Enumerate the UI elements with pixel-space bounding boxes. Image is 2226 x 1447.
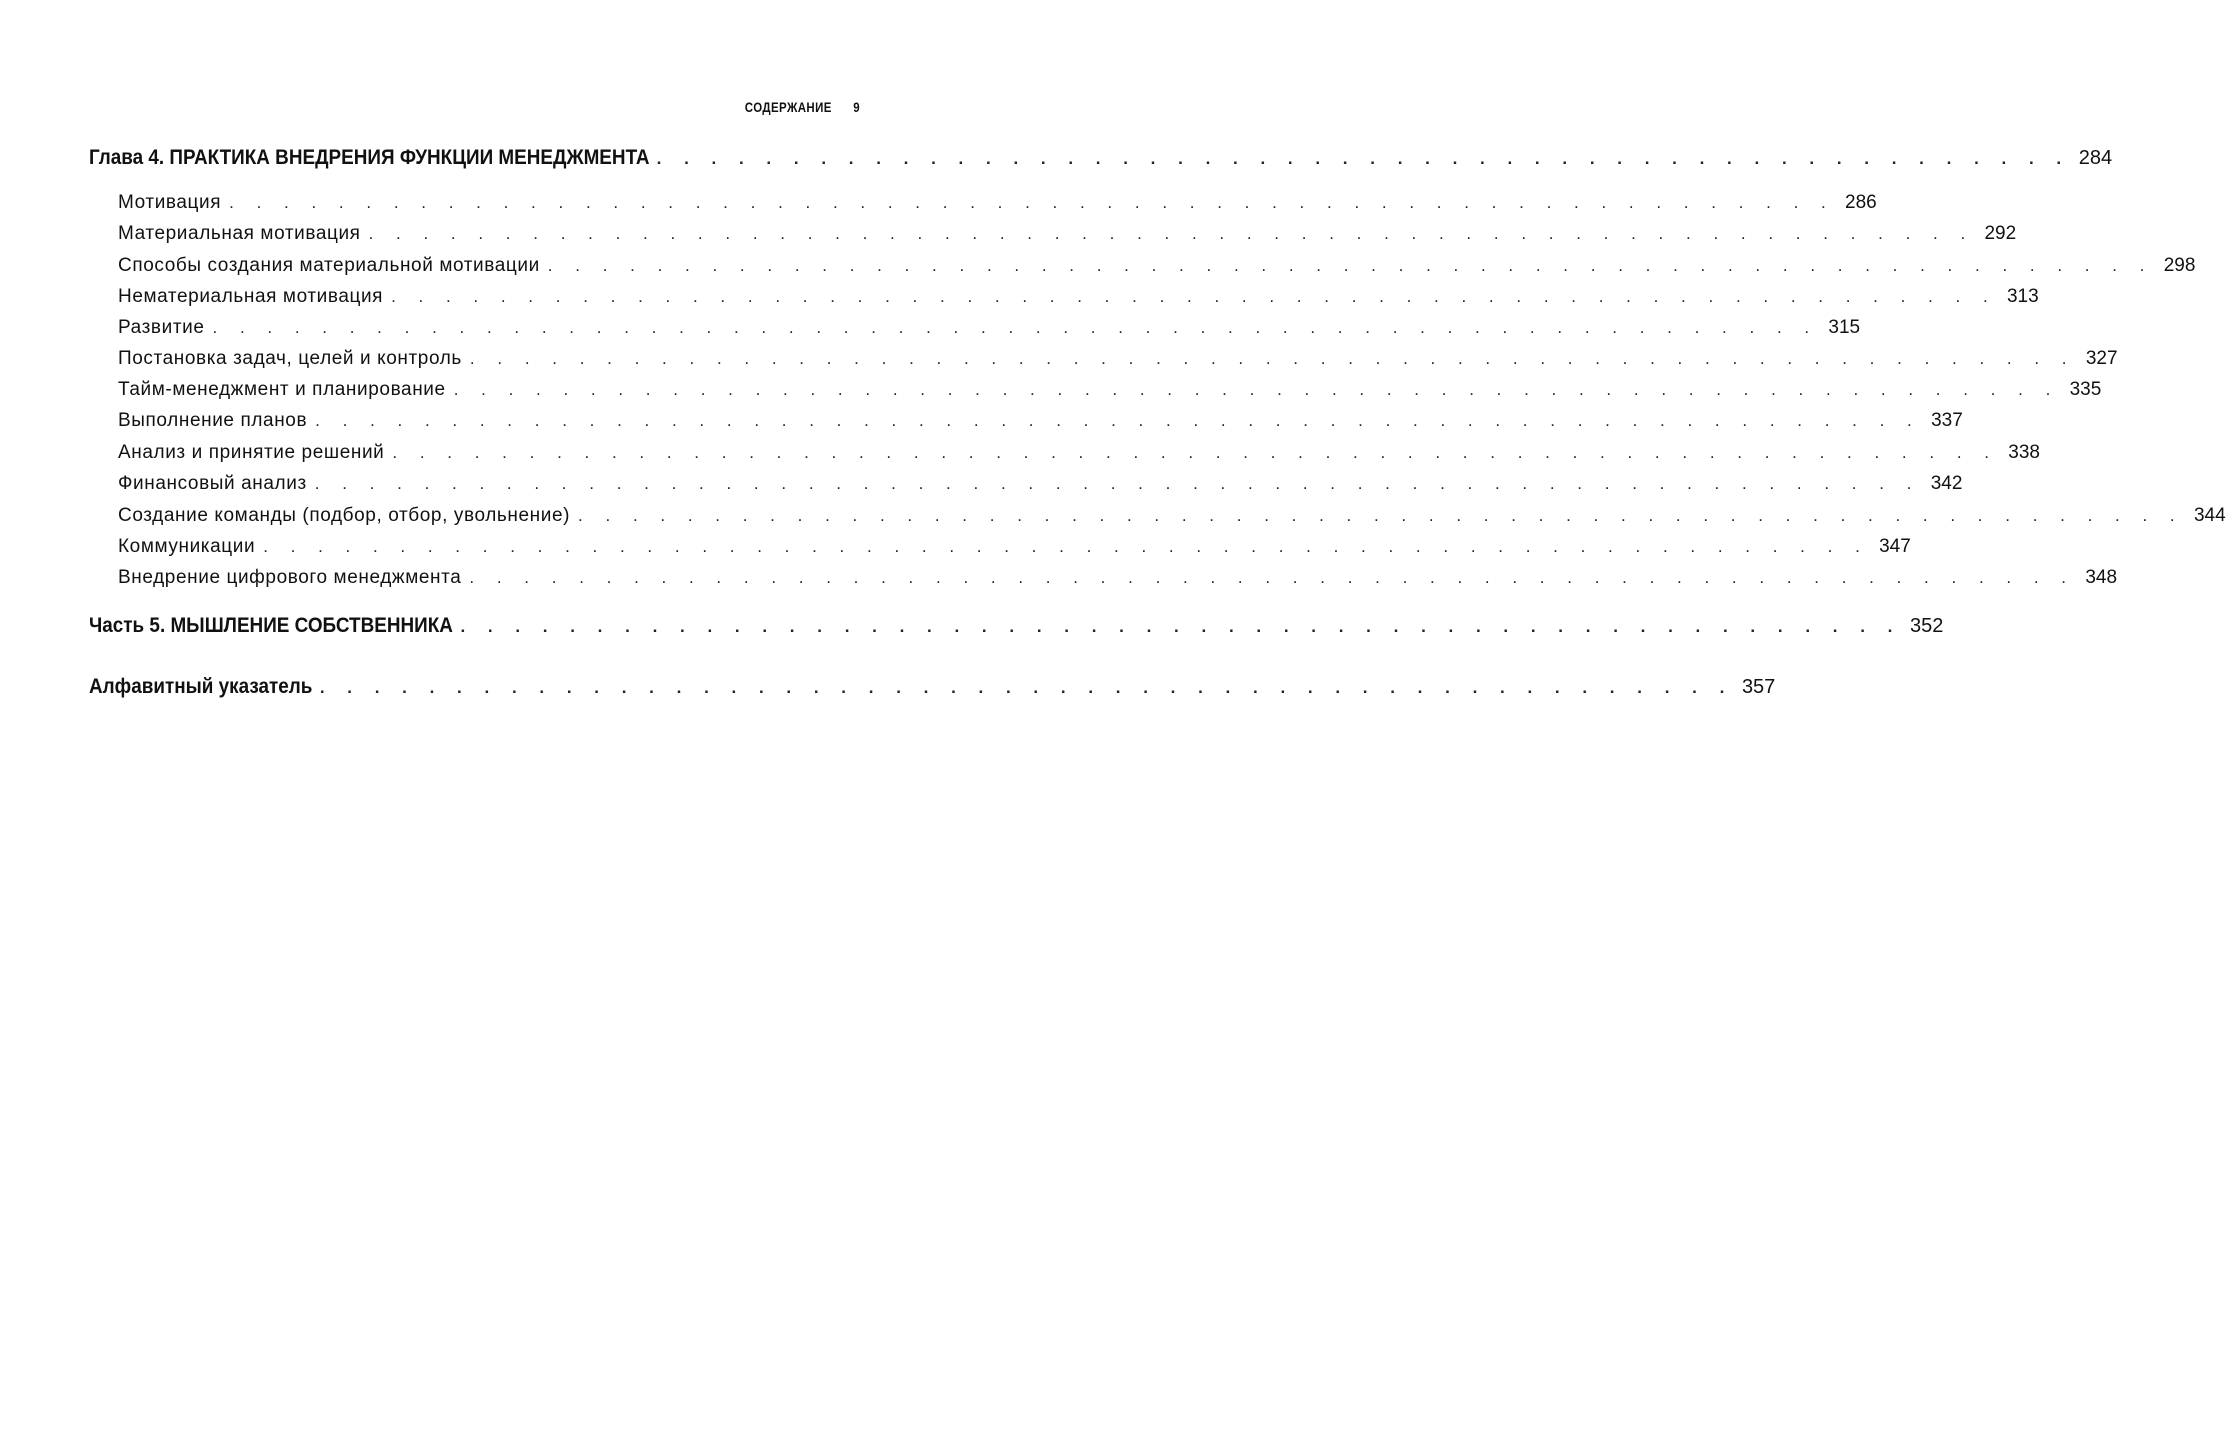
toc-entry-title: Тайм-менеджмент и планирование bbox=[118, 379, 446, 400]
toc-entry[interactable] bbox=[118, 220, 2017, 248]
toc-entry-chapter-4[interactable] bbox=[89, 144, 2113, 172]
toc-entry-index[interactable] bbox=[89, 673, 1776, 701]
toc-entry-page: 344 bbox=[2193, 505, 2226, 526]
toc-entry-page: 357 bbox=[1741, 676, 1776, 698]
dot-leader: . . . . . . . . . . . . . . . . . . . . . . . . . . . . . . . . . . . . . . . . . . . . . . . . . . . . bbox=[656, 149, 2071, 168]
dot-leader: . . . . . . . . . . . . . . . . . . . . . . . . . . . . . . . . . . . . . . . . . . . . . . . . . . . . . . . . . . . bbox=[391, 287, 1997, 306]
toc-entry[interactable] bbox=[118, 470, 1963, 498]
toc-entry-title: Анализ и принятие решений bbox=[118, 442, 385, 463]
dot-leader: . . . . . . . . . . . . . . . . . . . . . . . . . . . . . . . . . . . . . . . . . . . . . . . . . . . . . . . . . . . bbox=[392, 443, 1998, 462]
toc-entry-page: 335 bbox=[2069, 379, 2102, 400]
toc-entry-title: Часть 5. МЫШЛЕНИЕ СОБСТВЕННИКА bbox=[89, 614, 453, 637]
toc-entry[interactable] bbox=[118, 407, 1963, 435]
toc-entry[interactable] bbox=[118, 252, 2196, 280]
toc-entry-title: Выполнение планов bbox=[118, 410, 308, 431]
toc-entry-page: 292 bbox=[1984, 223, 2017, 244]
toc-entry[interactable] bbox=[118, 564, 2118, 592]
toc-entry-page: 315 bbox=[1828, 317, 1861, 338]
toc-entry-title: Развитие bbox=[118, 317, 205, 338]
dot-leader: . . . . . . . . . . . . . . . . . . . . . . . . . . . . . . . . . . . . . . . . . . . . . . . . . . . . . . . . . . . bbox=[469, 349, 2076, 368]
running-head bbox=[729, 99, 860, 119]
toc-entry[interactable] bbox=[118, 189, 1877, 217]
dot-leader: . . . . . . . . . . . . . . . . . . . . . . . . . . . . . . . . . . . . . . . . . . . . . . . . . . . . . . . . . . . bbox=[578, 506, 2184, 525]
dot-leader: . . . . . . . . . . . . . . . . . . . . . . . . . . . . . . . . . . . . . . . . . . . . . . . . . . . . . . . . . . . bbox=[547, 256, 2154, 275]
toc-entry[interactable] bbox=[118, 502, 2226, 530]
toc-entry-title: Нематериальная мотивация bbox=[118, 286, 384, 307]
toc-entry-part-5[interactable] bbox=[89, 612, 1944, 640]
toc-entry-page: 342 bbox=[1930, 473, 1963, 494]
dot-leader: . . . . . . . . . . . . . . . . . . . . . . . . . . . . . . . . . . . . . . . . . . . . . . . . . . . . . . . . . . . bbox=[469, 568, 2076, 587]
toc-entry-page: 286 bbox=[1845, 192, 1877, 213]
toc-entry-page: 327 bbox=[2085, 348, 2118, 369]
toc-entry[interactable] bbox=[118, 376, 2102, 404]
toc-entry[interactable] bbox=[118, 533, 1911, 561]
dot-leader: . . . . . . . . . . . . . . . . . . . . . . . . . . . . . . . . . . . . . . . . . . . . . . . . . . . . . . . . . . . bbox=[368, 224, 1975, 243]
dot-leader: . . . . . . . . . . . . . . . . . . . . . . . . . . . . . . . . . . . . . . . . . . . . . . . . . . . . . . . . . . . bbox=[315, 411, 1921, 430]
toc-entry-title: Глава 4. ПРАКТИКА ВНЕДРЕНИЯ ФУНКЦИИ МЕНЕДЖМЕНТА bbox=[89, 146, 650, 169]
toc-entry-title: Финансовый анализ bbox=[118, 473, 307, 494]
toc-entry[interactable] bbox=[118, 314, 1861, 342]
dot-leader: . . . . . . . . . . . . . . . . . . . . . . . . . . . . . . . . . . . . . . . . . . . . . . . . . . . . bbox=[319, 678, 1734, 697]
toc-entry-title: Постановка задач, целей и контроль bbox=[118, 348, 462, 369]
toc-entry-title: Способы создания материальной мотивации bbox=[118, 255, 540, 276]
toc-entry-page: 348 bbox=[2085, 567, 2118, 588]
toc-entry-page: 347 bbox=[1879, 536, 1911, 557]
running-head-section: СОДЕРЖАНИЕ bbox=[744, 99, 832, 115]
toc-entry-page: 298 bbox=[2163, 255, 2196, 276]
dot-leader: . . . . . . . . . . . . . . . . . . . . . . . . . . . . . . . . . . . . . . . . . . . . . . . . . . . . . . . . . . . bbox=[314, 474, 1921, 493]
toc-entry-title: Алфавитный указатель bbox=[89, 675, 313, 698]
dot-leader: . . . . . . . . . . . . . . . . . . . . . . . . . . . . . . . . . . . . . . . . . . . . . . . . . . . . . . . . . . . bbox=[453, 380, 2060, 399]
toc-entry-page: 352 bbox=[1910, 615, 1944, 637]
toc-entry[interactable] bbox=[118, 345, 2118, 373]
toc-entry-title: Внедрение цифрового менеджмента bbox=[118, 567, 462, 588]
toc-entry-page: 338 bbox=[2008, 442, 2040, 463]
running-head-page-number: 9 bbox=[853, 99, 860, 115]
toc-entry-title: Создание команды (подбор, отбор, увольнение) bbox=[118, 505, 571, 526]
toc-entry[interactable] bbox=[118, 439, 2040, 467]
dot-leader: . . . . . . . . . . . . . . . . . . . . . . . . . . . . . . . . . . . . . . . . . . . . . . . . . . . . . . . . . . . bbox=[212, 318, 1819, 337]
toc-entry-title: Материальная мотивация bbox=[118, 223, 361, 244]
dot-leader: . . . . . . . . . . . . . . . . . . . . . . . . . . . . . . . . . . . . . . . . . . . . . . . . . . . . . bbox=[460, 617, 1902, 636]
toc-entry-page: 313 bbox=[2006, 286, 2039, 307]
dot-leader: . . . . . . . . . . . . . . . . . . . . . . . . . . . . . . . . . . . . . . . . . . . . . . . . . . . . . . . . . . . bbox=[229, 193, 1835, 212]
toc-entry-title: Коммуникации bbox=[118, 536, 256, 557]
toc-entry-page: 337 bbox=[1931, 410, 1963, 431]
dot-leader: . . . . . . . . . . . . . . . . . . . . . . . . . . . . . . . . . . . . . . . . . . . . . . . . . . . . . . . . . . . bbox=[263, 537, 1869, 556]
toc-entry-title: Мотивация bbox=[118, 192, 222, 213]
toc-entry[interactable] bbox=[118, 283, 2039, 311]
toc-entry-page: 284 bbox=[2078, 147, 2113, 169]
